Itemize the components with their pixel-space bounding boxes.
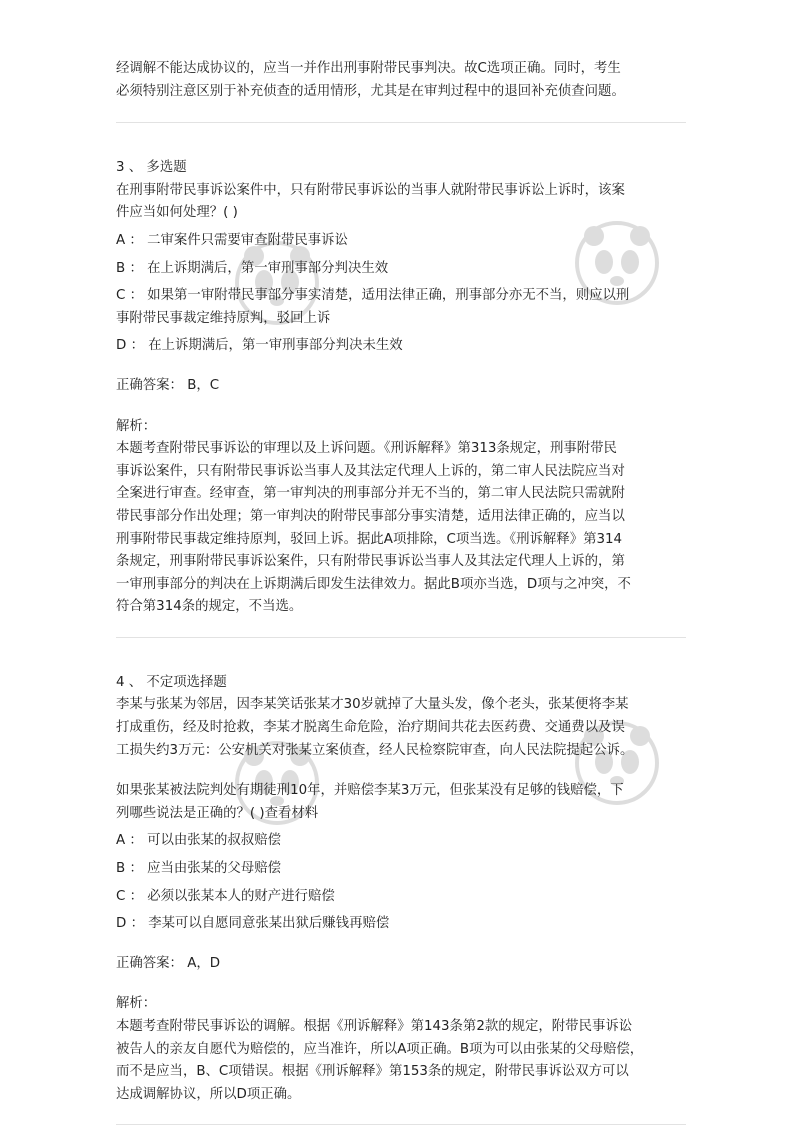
option-text: B ： 应当由张某的父母赔偿 (116, 861, 281, 877)
option-d[interactable] (116, 335, 686, 358)
option-text: C ： 必须以张某本人的财产进行赔偿 (116, 888, 335, 904)
analysis-line: 而不是应当，B、C项错误。根据《刑诉解释》第153条的规定，附带民事诉讼双方可以 (116, 1064, 629, 1080)
option-b[interactable] (116, 258, 686, 281)
section-divider (116, 637, 686, 638)
document-page (116, 58, 686, 1125)
option-text: C ： 如果第一审附带民事部分事实清楚，适用法律正确，刑事部分亦无不当，则应以刑 (116, 288, 630, 304)
intro-line: 必须特别注意区别于补充侦查的适用情形，尤其是在审判过程中的退回补充侦查问题。 (116, 83, 625, 99)
option-c[interactable] (116, 886, 686, 909)
option-text: B ： 在上诉期满后，第一审刑事部分判决生效 (116, 260, 389, 276)
material-line: 李某与张某为邻居，因李某笑话张某才30岁就掉了大量头发，像个老头，张某便将李某 (116, 697, 629, 713)
correct-answer: 正确答案： A，D (116, 955, 221, 971)
option-a[interactable] (116, 230, 686, 253)
analysis-line: 本题考查附带民事诉讼的调解。根据《刑诉解释》第143条第2款的规定，附带民事诉讼 (116, 1019, 633, 1034)
analysis-line: 事诉讼案件，只有附带民事诉讼当事人及其法定代理人上诉的，第二审人民法院应当对 (116, 463, 625, 479)
analysis-line: 一审刑事部分的判决在上诉期满后即发生法律效力。据此B项亦当选，D项与之冲突，不 (116, 576, 631, 592)
analysis-label: 解析： (116, 996, 157, 1012)
option-c[interactable] (116, 285, 686, 330)
question-header: 4 、 不定项选择题 (116, 674, 227, 690)
material-line: 工损失约3万元：公安机关对张某立案侦查，经人民检察院审查，向人民法院提起公诉。 (116, 742, 634, 758)
analysis-line: 带民事部分作出处理；第一审判决的附带民事部分事实清楚，适用法律正确的，应当以 (116, 508, 625, 524)
option-a[interactable] (116, 830, 686, 853)
analysis-text (116, 438, 686, 619)
analysis-line: 全案进行审查。经审查，第一审判决的刑事部分并无不当的，第二审人民法院只需就附 (116, 486, 625, 502)
question-stem-line: 在刑事附带民事诉讼案件中，只有附带民事诉讼的当事人就附带民事诉讼上诉时，该案 (116, 182, 625, 198)
analysis-line: 达成调解协议，所以D项正确。 (116, 1086, 301, 1102)
option-text: A ： 二审案件只需要审查附带民事诉讼 (116, 232, 348, 248)
question-stem-line[interactable]: 列哪些说法是正确的？( )查看材料 (116, 805, 319, 821)
question-stem-line: 件应当如何处理？( ) (116, 205, 238, 221)
intro-section (116, 58, 686, 103)
section-divider (116, 122, 686, 123)
option-d[interactable] (116, 913, 686, 936)
material-line: 打成重伤，经及时抢救，李某才脱离生命危险，治疗期间共花去医药费、交通费以及误 (116, 720, 625, 736)
option-text: D ： 在上诉期满后，第一审刑事部分判决未生效 (116, 338, 403, 354)
correct-answer: 正确答案： B，C (116, 377, 220, 393)
option-text: 事附带民事裁定维持原判，驳回上诉 (116, 310, 331, 326)
question-3 (116, 157, 686, 619)
option-b[interactable] (116, 858, 686, 881)
analysis-text (116, 1016, 686, 1106)
question-material (116, 694, 686, 762)
option-text: A ： 可以由张某的叔叔赔偿 (116, 833, 281, 849)
analysis-line: 符合第314条的规定，不当选。 (116, 599, 303, 615)
section-divider (116, 1124, 686, 1125)
question-stem-line: 如果张某被法院判处有期徒刑10年，并赔偿李某3万元，但张某没有足够的钱赔偿，下 (116, 783, 624, 799)
analysis-label: 解析： (116, 418, 157, 434)
option-text: D ： 李某可以自愿同意张某出狱后赚钱再赔偿 (116, 916, 390, 932)
question-header: 3 、 多选题 (116, 160, 187, 176)
analysis-line: 刑事附带民事裁定维持原判，驳回上诉。据此A项排除，C项当选。《刑诉解释》第314 (116, 531, 623, 547)
analysis-line: 本题考查附带民事诉讼的审理以及上诉问题。《刑诉解释》第313条规定，刑事附带民 (116, 441, 617, 457)
intro-line: 经调解不能达成协议的，应当一并作出刑事附带民事判决。故C选项正确。同时，考生 (116, 61, 621, 76)
analysis-line: 条规定，刑事附带民事诉讼案件，只有附带民事诉讼当事人及其法定代理人上诉的，第 (116, 554, 625, 570)
analysis-line: 被告人的亲友自愿代为赔偿的，应当准许，所以A项正确。B项为可以由张某的父母赔偿， (116, 1041, 644, 1057)
question-stem (116, 780, 686, 825)
question-4 (116, 672, 686, 1107)
